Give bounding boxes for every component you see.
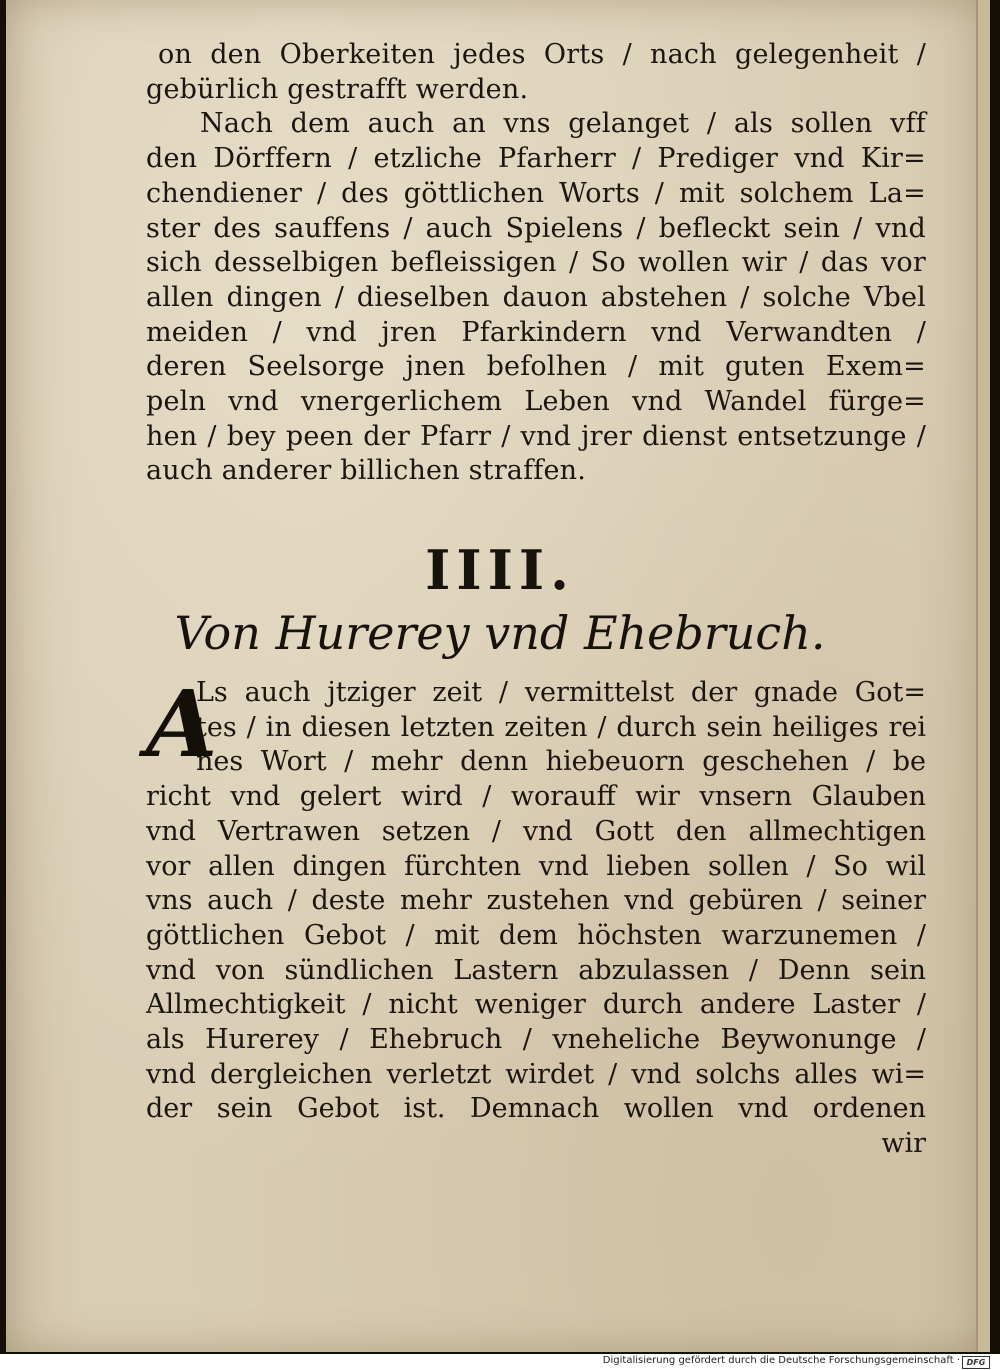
text-line: nes Wort / mehr denn hiebeuorn geschehen / be (196, 746, 926, 778)
catchword: wir (881, 1128, 926, 1160)
text-line: peln vnd vnergerlichem Leben vnd Wandel fürge= (146, 386, 926, 418)
text-line: meiden / vnd jren Pfarkindern vnd Verwandten / (146, 316, 926, 348)
drop-cap (146, 670, 218, 778)
text-line: tes / in diesen letzten zeiten / durch sein heiliges rei (196, 711, 926, 743)
text-line: Allmechtigkeit / nicht weniger durch andere Laster / (146, 989, 926, 1021)
text-line: göttlichen Gebot / mit dem höchsten warzunemen / (146, 919, 926, 951)
text-line: vns auch / deste mehr zustehen vnd gebüren / seiner (146, 885, 926, 917)
text-line: deren Seelsorge jnen befolhen / mit guten Exem= (146, 351, 926, 383)
text-line: chendiener / des göttlichen Worts / mit solchem La= (146, 177, 926, 209)
text-line: ster des sauffens / auch Spielens / befleckt sein / vnd (146, 212, 926, 244)
footer-bar (0, 1354, 1000, 1370)
section-number: IIII. (425, 538, 575, 602)
dfg-logo-icon: DFG (962, 1356, 990, 1369)
text-line: vnd Vertrawen setzen / vnd Gott den allmechtigen (146, 815, 926, 847)
section-1-text (146, 38, 926, 489)
funding-credit: Digitalisierung gefördert durch die Deutsche Forschungsgemeinschaft · (602, 1355, 960, 1366)
text-line: der sein Gebot ist. Demnach wollen vnd ordenen (146, 1093, 926, 1125)
text-line: sich desselbigen befleissigen / So wollen wir / das vor (146, 247, 926, 279)
text-line: on den Oberkeiten jedes Orts / nach gelegenheit / (158, 39, 926, 70)
text-line: auch anderer billichen straffen. (146, 455, 587, 487)
page-edge (976, 0, 990, 1352)
text-line: als Hurerey / Ehebruch / vneheliche Beywonunge / (146, 1024, 926, 1056)
text-line: gebürlich gestrafft werden. (146, 73, 529, 105)
text-line: vnd von sündlichen Lastern abzulassen / Denn sein (146, 954, 926, 986)
text-line: richt vnd gelert wird / worauff wir vnsern Glauben (146, 781, 926, 813)
drop-cap-letter: A (146, 670, 218, 778)
text-line: Ls auch jtziger zeit / vermittelst der gnade Got= (196, 677, 926, 708)
text-line: vor allen dingen fürchten vnd lieben sollen / So wil (146, 850, 926, 882)
section-2-text (146, 670, 926, 1162)
text-line: hen / bey peen der Pfarr / vnd jrer dienst entsetzunge / (146, 420, 926, 452)
text-line: den Dörffern / etzliche Pfarherr / Prediger vnd Kir= (146, 143, 926, 175)
text-line: vnd dergleichen verletzt wirdet / vnd solchs alles wi= (146, 1058, 926, 1090)
text-line: Nach dem auch an vns gelanget / als sollen vff (200, 108, 926, 140)
section-title: Von Hurerey vnd Ehebruch. (174, 606, 826, 660)
text-line: allen dingen / dieselben dauon abstehen / solche Vbel (146, 281, 926, 313)
